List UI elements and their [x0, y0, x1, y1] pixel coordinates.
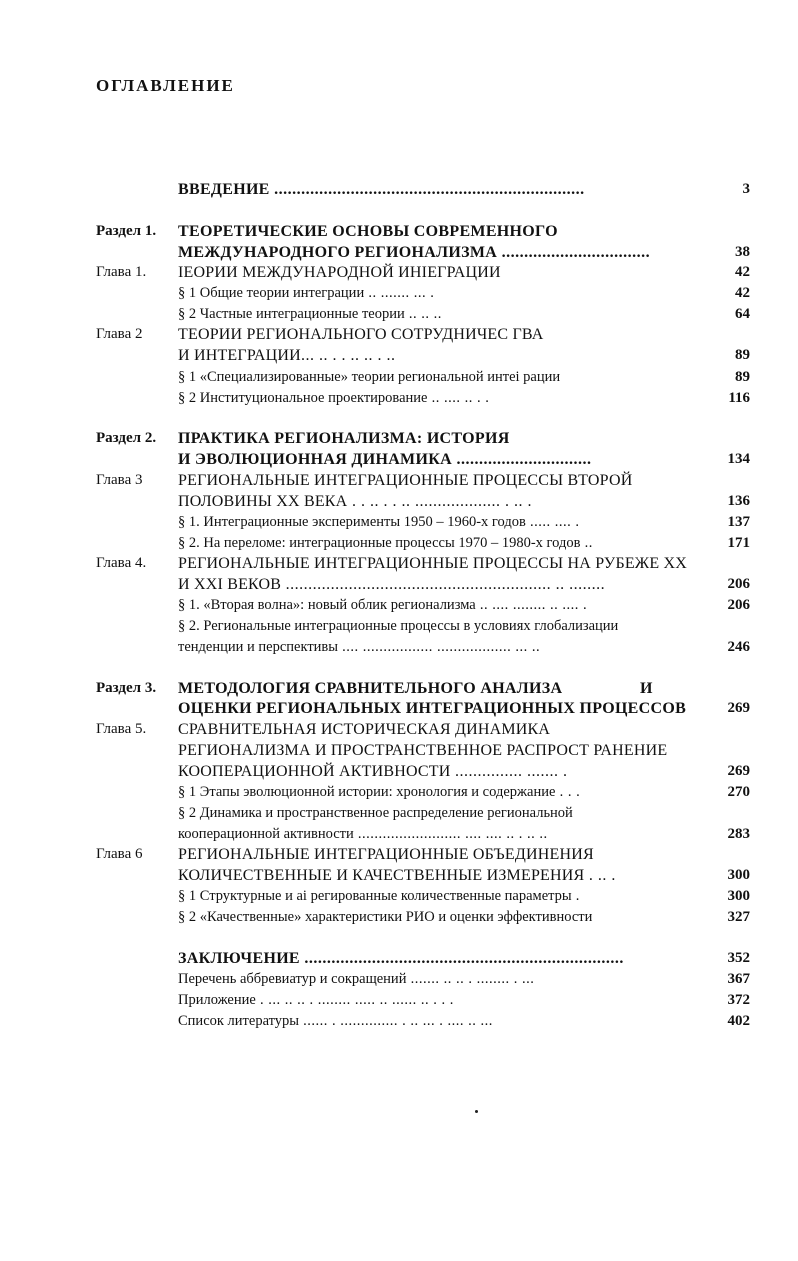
toc-title: И XXI ВЕКОВ ........................................................... .. ........ — [178, 576, 606, 593]
toc-page-number: 372 — [727, 992, 750, 1008]
toc-title: § 2. Региональные интеграционные процессы в условиях глобализации — [178, 618, 619, 634]
toc-entry-paragraph[interactable] — [0, 306, 798, 327]
toc-page-number: 89 — [735, 347, 750, 363]
toc-entry-paragraph[interactable] — [0, 535, 798, 556]
toc-entry-paragraph[interactable] — [0, 805, 798, 826]
toc-title: РЕГИОНАЛЬНЫЕ ИНТЕГРАЦИОННЫЕ ПРОЦЕССЫ ВТОРОЙ — [178, 472, 633, 489]
toc-entry-chapter-5-cont[interactable] — [0, 742, 798, 763]
toc-entry-abbreviations[interactable] — [0, 971, 798, 992]
toc-title: ТЕОРЕТИЧЕСКИЕ ОСНОВЫ СОВРЕМЕННОГО — [178, 223, 558, 240]
toc-label: Глава 1. — [96, 264, 147, 280]
toc-page-number: 206 — [727, 597, 750, 613]
toc-entry-section-1-cont[interactable] — [0, 244, 798, 265]
toc-title: Список литературы ...... . .............. . .. ... . .... .. ... — [178, 1013, 493, 1029]
toc-entry-appendix[interactable] — [0, 992, 798, 1013]
toc-entry-section-1[interactable] — [0, 223, 798, 244]
toc-title: § 1 Этапы эволюционной истории: хронология и содержание . . . — [178, 784, 581, 800]
toc-entry-chapter-4-cont[interactable] — [0, 576, 798, 597]
toc-entry-paragraph[interactable] — [0, 514, 798, 535]
toc-entry-chapter-6-cont[interactable] — [0, 867, 798, 888]
toc-label: Раздел 1. — [96, 223, 157, 239]
toc-title: СРАВНИТЕЛЬНАЯ ИСТОРИЧЕСКАЯ ДИНАМИКА — [178, 721, 551, 738]
toc-title: МЕЖДУНАРОДНОГО РЕГИОНАЛИЗМА ................................. — [178, 244, 651, 261]
toc-entry-section-2-cont[interactable] — [0, 451, 798, 472]
toc-title: КОЛИЧЕСТВЕННЫЕ И КАЧЕСТВЕННЫЕ ИЗМЕРЕНИЯ . .. . — [178, 867, 616, 884]
toc-entry-paragraph[interactable] — [0, 390, 798, 411]
toc-page-number: 3 — [742, 181, 750, 197]
toc-entry-paragraph[interactable] — [0, 888, 798, 909]
toc-label: Глава 3 — [96, 472, 143, 488]
toc-title: ІЕОРИИ МЕЖДУНАРОДНОЙ ИНІЕГРАЦИИ — [178, 264, 501, 281]
toc-title: § 1. «Вторая волна»: новый облик регионализма .. .... ........ .. .... . — [178, 597, 588, 613]
toc-entry-section-2[interactable] — [0, 430, 798, 451]
toc-entry-paragraph-cont[interactable] — [0, 639, 798, 660]
toc-title: РЕГИОНАЛЬНЫЕ ИНТЕГРАЦИОННЫЕ ПРОЦЕССЫ НА РУБЕЖЕ XX — [178, 555, 688, 572]
page-title: ОГЛАВЛЕНИЕ — [96, 76, 235, 95]
toc-entry-chapter-5[interactable] — [0, 721, 798, 742]
toc-label: Глава 2 — [96, 326, 143, 342]
toc-entry-section-3-cont[interactable] — [0, 700, 798, 721]
toc-title-tail: И — [640, 680, 653, 697]
toc-page-number: 64 — [735, 306, 750, 322]
toc-title: § 1 Структурные и аі регированные количественные параметры . — [178, 888, 580, 904]
toc-page-number: 402 — [727, 1013, 750, 1029]
toc-page-number: 269 — [727, 763, 750, 779]
toc-title: МЕТОДОЛОГИЯ СРАВНИТЕЛЬНОГО АНАЛИЗА — [178, 680, 563, 697]
toc-title: § 1 «Специализированные» теории региональной интеі рации — [178, 369, 561, 385]
toc-title: § 2 Частные интеграционные теории .. .. .. — [178, 306, 442, 322]
toc-title: Перечень аббревиатур и сокращений ....... .. .. . ........ . ... — [178, 971, 535, 987]
toc-page-number: 89 — [735, 369, 750, 385]
toc-label: Раздел 2. — [96, 430, 157, 446]
toc-page-number: 171 — [727, 535, 750, 551]
toc-entry-paragraph[interactable] — [0, 285, 798, 306]
toc-title: § 1 Общие теории интеграции .. ....... ... . — [178, 285, 435, 301]
toc-page-number: 246 — [727, 639, 750, 655]
toc-entry-chapter-5-cont[interactable] — [0, 763, 798, 784]
toc-entry-introduction[interactable] — [0, 181, 798, 202]
toc-page-number: 42 — [735, 264, 750, 280]
toc-page-number: 300 — [727, 867, 750, 883]
toc-title: ОЦЕНКИ РЕГИОНАЛЬНЫХ ИНТЕГРАЦИОННЫХ ПРОЦЕССОВ — [178, 700, 687, 717]
toc-entry-paragraph[interactable] — [0, 909, 798, 930]
toc-label: Глава 4. — [96, 555, 147, 571]
toc-entry-chapter-3-cont[interactable] — [0, 493, 798, 514]
toc-page-number: 283 — [727, 826, 750, 842]
toc-entry-chapter-4[interactable] — [0, 555, 798, 576]
toc-title: § 1. Интеграционные эксперименты 1950 – 1960-х годов ..... .... . — [178, 514, 580, 530]
toc-title: § 2. На переломе: интеграционные процессы 1970 – 1980-х годов .. — [178, 535, 593, 551]
toc-entry-conclusion[interactable] — [0, 950, 798, 971]
toc-page-number: 270 — [727, 784, 750, 800]
toc-page-number: 134 — [727, 451, 750, 467]
toc-page-number: 42 — [735, 285, 750, 301]
scan-speck — [475, 1110, 478, 1113]
toc-entry-paragraph[interactable] — [0, 597, 798, 618]
toc-title: ВВЕДЕНИЕ ..................................................................... — [178, 181, 585, 198]
toc-title: тенденции и перспективы .... ................. .................. ... .. — [178, 639, 541, 655]
toc-title: § 2 Динамика и пространственное распределение региональной — [178, 805, 573, 821]
toc-page-number: 269 — [727, 700, 750, 716]
toc-title: КООПЕРАЦИОННОЙ АКТИВНОСТИ ............... ....... . — [178, 763, 568, 780]
toc-title: ЗАКЛЮЧЕНИЕ ....................................................................... — [178, 950, 624, 967]
toc-title: § 2 «Качественные» характеристики РИО и оценки эффективности — [178, 909, 593, 925]
toc-title: кооперационной активности ......................... .... .... .. . .. .. — [178, 826, 548, 842]
toc-title: Приложение . ... .. .. . ........ ..... .. ...... .. . . . — [178, 992, 454, 1008]
toc-entry-section-3[interactable] — [0, 680, 798, 701]
toc-title: И ЭВОЛЮЦИОННАЯ ДИНАМИКА .............................. — [178, 451, 592, 468]
toc-entry-bibliography[interactable] — [0, 1013, 798, 1034]
toc-title: § 2 Институциональное проектирование .. .... .. . . — [178, 390, 490, 406]
toc-title: ТЕОРИИ РЕГИОНАЛЬНОГО СОТРУДНИЧЕС ГВА — [178, 326, 544, 343]
toc-entry-chapter-2[interactable] — [0, 326, 798, 347]
toc-page-number: 352 — [727, 950, 750, 966]
toc-entry-chapter-3[interactable] — [0, 472, 798, 493]
toc-label: Раздел 3. — [96, 680, 157, 696]
toc-page-number: 136 — [727, 493, 750, 509]
toc-page-number: 38 — [735, 244, 750, 260]
toc-entry-chapter-1[interactable] — [0, 264, 798, 285]
toc-page-number: 327 — [727, 909, 750, 925]
toc-entry-paragraph[interactable] — [0, 369, 798, 390]
toc-page-number: 116 — [728, 390, 750, 406]
toc-entry-paragraph[interactable] — [0, 618, 798, 639]
toc-label: Глава 6 — [96, 846, 143, 862]
toc-title: РЕГИОНАЛЬНЫЕ ИНТЕГРАЦИОННЫЕ ОБЪЕДИНЕНИЯ — [178, 846, 594, 863]
toc-page-number: 137 — [727, 514, 750, 530]
toc-entry-chapter-6[interactable] — [0, 846, 798, 867]
toc-entry-paragraph-cont[interactable] — [0, 826, 798, 847]
toc-entry-paragraph[interactable] — [0, 784, 798, 805]
toc-label: Глава 5. — [96, 721, 147, 737]
toc-title: И ИНТЕГРАЦИИ... .. . . .. .. . .. — [178, 347, 396, 364]
toc-title: ПРАКТИКА РЕГИОНАЛИЗМА: ИСТОРИЯ — [178, 430, 510, 447]
toc-page-number: 367 — [727, 971, 750, 987]
toc-title: ПОЛОВИНЫ XX ВЕКА . . .. . . .. ................... . .. . — [178, 493, 532, 510]
toc-title: РЕГИОНАЛИЗМА И ПРОСТРАНСТВЕННОЕ РАСПРОСТ РАНЕНИЕ — [178, 742, 668, 759]
toc-page-number: 300 — [727, 888, 750, 904]
toc-page-number: 206 — [727, 576, 750, 592]
toc-entry-chapter-2-cont[interactable] — [0, 347, 798, 368]
